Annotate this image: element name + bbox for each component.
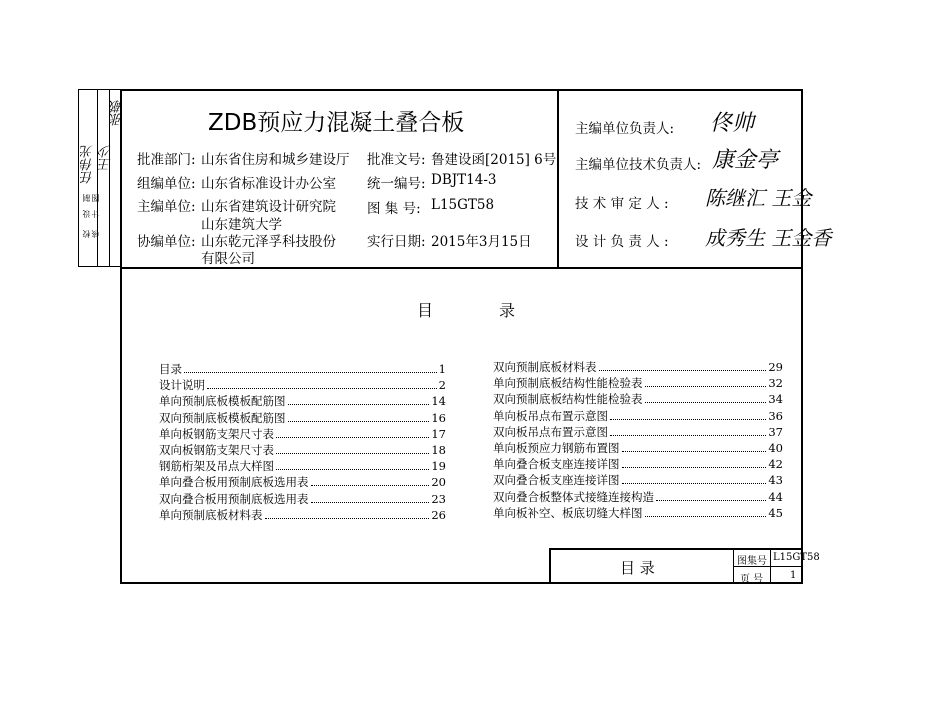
- chief-unit-label: 主编单位:: [137, 199, 196, 215]
- chief-unit-1: 山东省建筑设计研究院: [201, 199, 336, 215]
- toc-entry: [493, 424, 783, 440]
- toc-entry-page: 14: [431, 394, 446, 409]
- toc-entry-title: 设计说明: [159, 378, 205, 393]
- compile-unit: 山东省标准设计办公室: [201, 176, 336, 192]
- tech-head-label: 主编单位技术负责人:: [575, 157, 702, 173]
- toc-leader-dots: [656, 489, 766, 501]
- toc-entry: [159, 426, 446, 442]
- toc-entry: [159, 442, 446, 458]
- chief-unit-head-label: 主编单位负责人:: [575, 121, 675, 137]
- page-title: ZDB预应力混凝土叠合板: [208, 110, 465, 136]
- toc-entry-page: 44: [768, 489, 783, 504]
- toc-entry-title: 双向预制底板材料表: [493, 360, 597, 374]
- toc-entry-title: 单向预制底板材料表: [159, 507, 263, 522]
- toc-entry-title: 双向板钢筋支架尺寸表: [159, 443, 274, 457]
- toc-leader-dots: [276, 442, 429, 454]
- toc-entry-page: 36: [768, 408, 783, 423]
- toc-leader-dots: [265, 507, 430, 519]
- toc-entry-page: 32: [768, 376, 783, 391]
- impl-date-label: 实行日期:: [367, 234, 426, 250]
- co-unit-2: 有限公司: [201, 251, 255, 267]
- toc-entry-page: 29: [768, 360, 783, 374]
- toc-leader-dots: [622, 456, 767, 468]
- toc-entry-title: 双向叠合板支座连接详图: [493, 473, 620, 488]
- chief-unit-head-signature: 佟帅: [710, 111, 755, 136]
- toc-entry-page: 37: [768, 424, 783, 439]
- toc-leader-dots: [599, 359, 767, 371]
- toc-entry-title: 双向预制底板模板配筋图: [159, 410, 286, 425]
- toc-entry-title: 双向板吊点布置示意图: [493, 424, 608, 439]
- toc-leader-dots: [622, 472, 767, 484]
- toc-entry-title: 目录: [159, 362, 182, 376]
- toc-entry: [159, 393, 446, 409]
- toc-entry-title: 单向叠合板支座连接详图: [493, 457, 620, 472]
- toc-entry-title: 单向板钢筋支架尺寸表: [159, 426, 274, 441]
- toc-entry-page: 17: [431, 426, 446, 441]
- toc-leader-dots: [276, 426, 429, 438]
- header-divider: [120, 267, 803, 269]
- strip-signature: 张敬: [110, 100, 125, 126]
- toc-entry: [159, 491, 446, 507]
- toc-leader-dots: [276, 458, 429, 470]
- atlas-value: L15GT58: [773, 552, 820, 563]
- toc-entry-title: 单向预制底板结构性能检验表: [493, 376, 643, 391]
- toc-entry-page: 18: [431, 443, 446, 457]
- tech-reviewer-signature: 陈继汇 王金: [705, 186, 812, 210]
- toc-entry: [493, 391, 783, 407]
- atlas-no: L15GT58: [431, 197, 495, 213]
- toc-entry: [493, 489, 783, 505]
- impl-date: 2015年3月15日: [431, 234, 532, 250]
- page-value: 1: [790, 570, 797, 581]
- toc-entry-page: 20: [431, 475, 446, 490]
- toc-entry: [493, 359, 783, 375]
- toc-leader-dots: [610, 424, 766, 436]
- approval-doc-label: 批准文号:: [367, 152, 426, 168]
- toc-leader-dots: [645, 391, 767, 403]
- toc-entry: [159, 377, 446, 393]
- unified-no-label: 统一编号:: [367, 176, 426, 192]
- toc-entry-page: 34: [768, 392, 783, 407]
- strip-label: 设: [82, 210, 91, 218]
- toc-entry: [159, 458, 446, 474]
- design-head-signature: 成秀生 王金香: [705, 226, 832, 250]
- toc-entry: [493, 440, 783, 456]
- toc-entry: [159, 507, 446, 523]
- strip-label: 核: [91, 230, 100, 238]
- toc-entry-title: 双向叠合板整体式接缝连接构造: [493, 489, 654, 504]
- toc-entry-title: 双向预制底板结构性能检验表: [493, 392, 643, 407]
- toc-entry-page: 43: [768, 473, 783, 488]
- approval-doc: 鲁建设函[2015] 6号: [431, 152, 557, 168]
- toc-entry: [493, 408, 783, 424]
- design-head-label: 设 计 负 责 人 :: [575, 234, 669, 250]
- toc-entry-page: 40: [768, 441, 783, 455]
- toc-entry-page: 19: [431, 459, 446, 474]
- tech-head-signature: 康金亭: [712, 148, 779, 173]
- toc-entry: [493, 456, 783, 472]
- approve-dept-label: 批准部门:: [137, 152, 196, 168]
- toc-entry: [493, 472, 783, 488]
- toc-entry-page: 26: [431, 507, 446, 522]
- strip-label: 校: [82, 230, 91, 238]
- toc-leader-dots: [622, 440, 767, 452]
- atlas-label: 图集号: [737, 556, 767, 567]
- toc-entry-page: 23: [431, 491, 446, 506]
- toc-leader-dots: [288, 410, 430, 422]
- co-unit-label: 协编单位:: [137, 234, 196, 250]
- toc-entry-page: 45: [768, 505, 783, 520]
- toc-leader-dots: [288, 393, 430, 405]
- toc-leader-dots: [311, 491, 430, 503]
- toc-entry-title: 单向板吊点布置示意图: [493, 408, 608, 423]
- chief-unit-2: 山东建筑大学: [201, 217, 282, 233]
- toc-entry-title: 钢筋桁架及吊点大样图: [159, 459, 274, 474]
- toc-heading-left: 目: [417, 301, 434, 320]
- atlas-no-label: 图 集 号:: [367, 201, 421, 217]
- toc-entry-page: 2: [438, 378, 446, 393]
- toc-leader-dots: [311, 474, 430, 486]
- strip-label: 图: [91, 194, 100, 202]
- approve-dept: 山东省住房和城乡建设厅: [201, 152, 350, 168]
- toc-heading-right: 录: [499, 301, 516, 320]
- toc-entry-title: 双向叠合板用预制底板选用表: [159, 491, 309, 506]
- toc-leader-dots: [184, 361, 437, 373]
- toc-entry-page: 1: [438, 362, 446, 376]
- toc-entry-page: 42: [768, 457, 783, 472]
- co-unit-1: 山东乾元泽孚科技股份: [201, 234, 336, 250]
- toc-entry-title: 单向板补空、板底切缝大样图: [493, 505, 643, 520]
- strip-signature: 王少: [99, 145, 114, 171]
- tech-reviewer-label: 技 术 审 定 人 :: [575, 196, 669, 212]
- toc-entry: [159, 410, 446, 426]
- toc-entry: [159, 361, 446, 377]
- toc-entry: [159, 474, 446, 490]
- toc-leader-dots: [645, 375, 767, 387]
- toc-entry-page: 16: [431, 410, 446, 425]
- strip-signature: 任伟光: [81, 145, 96, 184]
- compile-unit-label: 组编单位:: [137, 176, 196, 192]
- toc-leader-dots: [645, 505, 767, 517]
- strip-label: 制: [82, 194, 91, 202]
- page-label: 页 号: [740, 574, 764, 585]
- strip-label: 计: [91, 210, 100, 218]
- toc-entry-title: 单向板预应力钢筋布置图: [493, 441, 620, 455]
- toc-entry: [493, 375, 783, 391]
- toc-entry: [493, 505, 783, 521]
- toc-leader-dots: [207, 377, 437, 389]
- sheet-title: 目 录: [620, 559, 655, 577]
- header-vertical-divider: [557, 89, 559, 267]
- toc-entry-title: 单向叠合板用预制底板选用表: [159, 475, 309, 490]
- toc-leader-dots: [610, 408, 766, 420]
- toc-entry-title: 单向预制底板模板配筋图: [159, 394, 286, 409]
- unified-no: DBJT14-3: [431, 172, 497, 188]
